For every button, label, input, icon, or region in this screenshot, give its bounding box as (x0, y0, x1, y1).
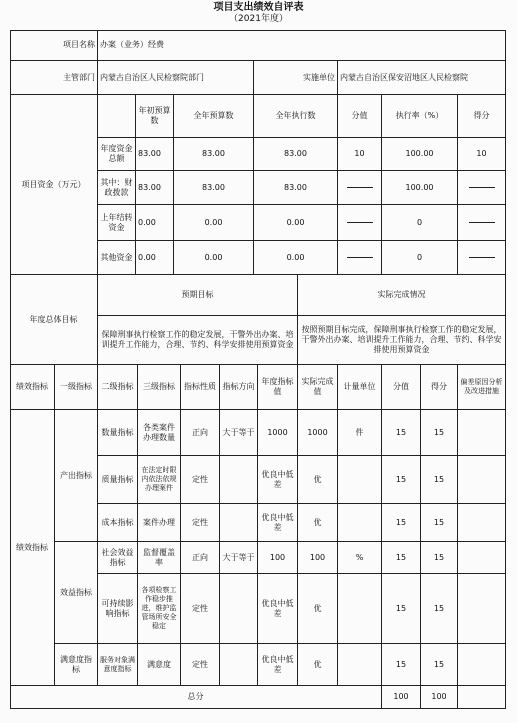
perf-actual: 优 (298, 644, 338, 686)
perf-reason (458, 542, 506, 574)
perf-target: 100 (258, 542, 298, 574)
perf-nature: 定性 (181, 644, 220, 686)
fund-row-name: 其中：财政拨款 (98, 171, 136, 205)
perf-direction: 大于等于 (220, 542, 258, 574)
perf-scoreval: 15 (382, 410, 421, 456)
fund-row-name: 年度资金总额 (98, 138, 136, 171)
perf-scoreval: 15 (382, 542, 421, 574)
perf-header: 实际完成值 (298, 365, 338, 410)
fund-row-exec: 0.00 (254, 241, 338, 275)
fund-row-scoreval-dash (338, 171, 382, 205)
perf-actual: 优 (298, 456, 338, 504)
perf-score: 15 (421, 542, 458, 574)
perf-scoreval: 15 (382, 644, 421, 686)
perf-actual: 优 (298, 504, 338, 542)
total-reason (458, 686, 506, 709)
perf-target: 优良中低差 (258, 574, 298, 644)
perf-unit: % (338, 542, 382, 574)
goal-actual-header: 实际完成情况 (298, 275, 506, 316)
fund-row-rate: 100.00 (382, 171, 458, 205)
dept-value: 内蒙古自治区人民检察院部门 (98, 61, 254, 95)
perf-header: 一级指标 (55, 365, 98, 410)
fund-row-rate: 0 (382, 241, 458, 275)
perf-level1-benefit: 效益指标 (55, 542, 98, 644)
fund-row-init: 83.00 (136, 138, 174, 171)
perf-target: 1000 (258, 410, 298, 456)
total-score: 100 (421, 686, 458, 709)
perf-l2: 质量指标 (98, 456, 138, 504)
perf-direction: 大于等于 (220, 410, 258, 456)
perf-target: 优良中低差 (258, 644, 298, 686)
unit-value: 内蒙古自治区保安沼地区人民检察院 (338, 61, 506, 95)
perf-nature: 定性 (181, 574, 220, 644)
perf-scoreval: 15 (382, 504, 421, 542)
perf-reason (458, 574, 506, 644)
fund-row-score-dash (458, 171, 506, 205)
page-title: 项目支出绩效自评表 (213, 2, 304, 13)
total-scoreval: 100 (382, 686, 421, 709)
perf-target: 优良中低差 (258, 456, 298, 504)
fund-row-budget: 0.00 (174, 241, 254, 275)
perf-l2: 服务对象满意度指标 (98, 644, 138, 686)
perf-direction (220, 574, 258, 644)
fund-header-score: 得分 (458, 95, 506, 138)
perf-unit (338, 504, 382, 542)
fund-header-init: 年初预算数 (136, 95, 174, 138)
unit-label: 实施单位 (254, 61, 338, 95)
perf-l2: 社会效益指标 (98, 542, 138, 574)
perf-level1-satisfaction: 满意度指标 (55, 644, 98, 686)
perf-direction (220, 644, 258, 686)
fund-row-score-dash (458, 205, 506, 241)
fund-row-budget: 83.00 (174, 171, 254, 205)
perf-actual: 1000 (298, 410, 338, 456)
perf-l3: 案件办理 (138, 504, 181, 542)
perf-side-label: 绩效指标 (10, 410, 55, 686)
fund-row-init: 83.00 (136, 171, 174, 205)
goal-expected-text: 保障刑事执行检察工作的稳定发展，干警外出办案、培训提升工作能力，合理、节约、科学安排使用预算资金 (98, 316, 298, 365)
project-name-label: 项目名称 (10, 30, 98, 61)
perf-header: 年度指标值 (258, 365, 298, 410)
perf-target: 优良中低差 (258, 504, 298, 542)
perf-header: 分值 (382, 365, 421, 410)
fund-row-scoreval-dash (338, 241, 382, 275)
perf-l3: 监督覆盖率 (138, 542, 181, 574)
fund-header-scoreval: 分值 (338, 95, 382, 138)
perf-nature: 定性 (181, 504, 220, 542)
perf-header: 指标性质 (181, 365, 220, 410)
perf-scoreval: 15 (382, 574, 421, 644)
fund-row-exec: 83.00 (254, 171, 338, 205)
perf-actual: 优 (298, 574, 338, 644)
perf-header: 绩效指标 (10, 365, 55, 410)
perf-reason (458, 504, 506, 542)
perf-nature: 正向 (181, 410, 220, 456)
fund-row-exec: 83.00 (254, 138, 338, 171)
dash-mark (347, 187, 373, 188)
perf-level1-output: 产出指标 (55, 410, 98, 542)
perf-l3: 各类案件办理数量 (138, 410, 181, 456)
perf-unit: 件 (338, 410, 382, 456)
perf-header: 计量单位 (338, 365, 382, 410)
dash-mark (347, 222, 373, 223)
perf-header: 偏差原因分析及改进措施 (458, 365, 506, 410)
fund-row-init: 0.00 (136, 241, 174, 275)
perf-header: 三级指标 (138, 365, 181, 410)
perf-header: 得分 (421, 365, 458, 410)
project-name-value: 办案（业务）经费 (98, 30, 506, 61)
perf-l3: 满意度 (138, 644, 181, 686)
fund-row-scoreval: 10 (338, 138, 382, 171)
perf-direction (220, 504, 258, 542)
perf-unit (338, 644, 382, 686)
fund-row-budget: 0.00 (174, 205, 254, 241)
perf-reason (458, 410, 506, 456)
perf-nature: 定性 (181, 456, 220, 504)
perf-unit (338, 574, 382, 644)
perf-scoreval: 15 (382, 456, 421, 504)
dash-mark (469, 257, 495, 258)
fund-row-exec: 0.00 (254, 205, 338, 241)
fund-label: 项目资金（万元） (10, 95, 98, 275)
perf-l3: 在法定时限内依法依规办理案件 (138, 456, 181, 504)
dash-mark (469, 222, 495, 223)
fund-row-scoreval-dash (338, 205, 382, 241)
dash-mark (347, 257, 373, 258)
page-subtitle: （2021年度） (229, 14, 288, 24)
dash-mark (469, 187, 495, 188)
goal-expected-header: 预期目标 (98, 275, 298, 316)
goal-actual-text: 按照预期目标完成，保障刑事执行检察工作的稳定发展，干警外出办案、培训提升工作能力，合理、节约、科学安排使用预算资金 (298, 316, 506, 365)
fund-row-init: 0.00 (136, 205, 174, 241)
fund-header-blank (98, 95, 136, 138)
fund-row-name: 其他资金 (98, 241, 136, 275)
perf-reason (458, 456, 506, 504)
fund-row-budget: 83.00 (174, 138, 254, 171)
perf-direction (220, 456, 258, 504)
goal-label: 年度总体目标 (10, 275, 98, 365)
perf-header: 指标方向 (220, 365, 258, 410)
perf-score: 15 (421, 574, 458, 644)
perf-score: 15 (421, 410, 458, 456)
fund-row-rate: 100.00 (382, 138, 458, 171)
fund-row-name: 上年结转资金 (98, 205, 136, 241)
fund-header-budget: 全年预算数 (174, 95, 254, 138)
perf-reason (458, 644, 506, 686)
perf-l2: 数量指标 (98, 410, 138, 456)
perf-l3: 各项检察工作稳步推进，维护监管场所安全稳定 (138, 574, 181, 644)
perf-header: 二级指标 (98, 365, 138, 410)
perf-actual: 100 (298, 542, 338, 574)
fund-row-rate: 0 (382, 205, 458, 241)
fund-header-exec: 全年执行数 (254, 95, 338, 138)
perf-score: 15 (421, 456, 458, 504)
perf-unit (338, 456, 382, 504)
perf-score: 15 (421, 644, 458, 686)
fund-header-rate: 执行率（%） (382, 95, 458, 138)
total-label: 总分 (10, 686, 382, 709)
perf-score: 15 (421, 504, 458, 542)
perf-l2: 可持续影响指标 (98, 574, 138, 644)
dept-label: 主管部门 (10, 61, 98, 95)
perf-l2: 成本指标 (98, 504, 138, 542)
fund-row-score-dash (458, 241, 506, 275)
fund-row-score: 10 (458, 138, 506, 171)
perf-nature: 正向 (181, 542, 220, 574)
